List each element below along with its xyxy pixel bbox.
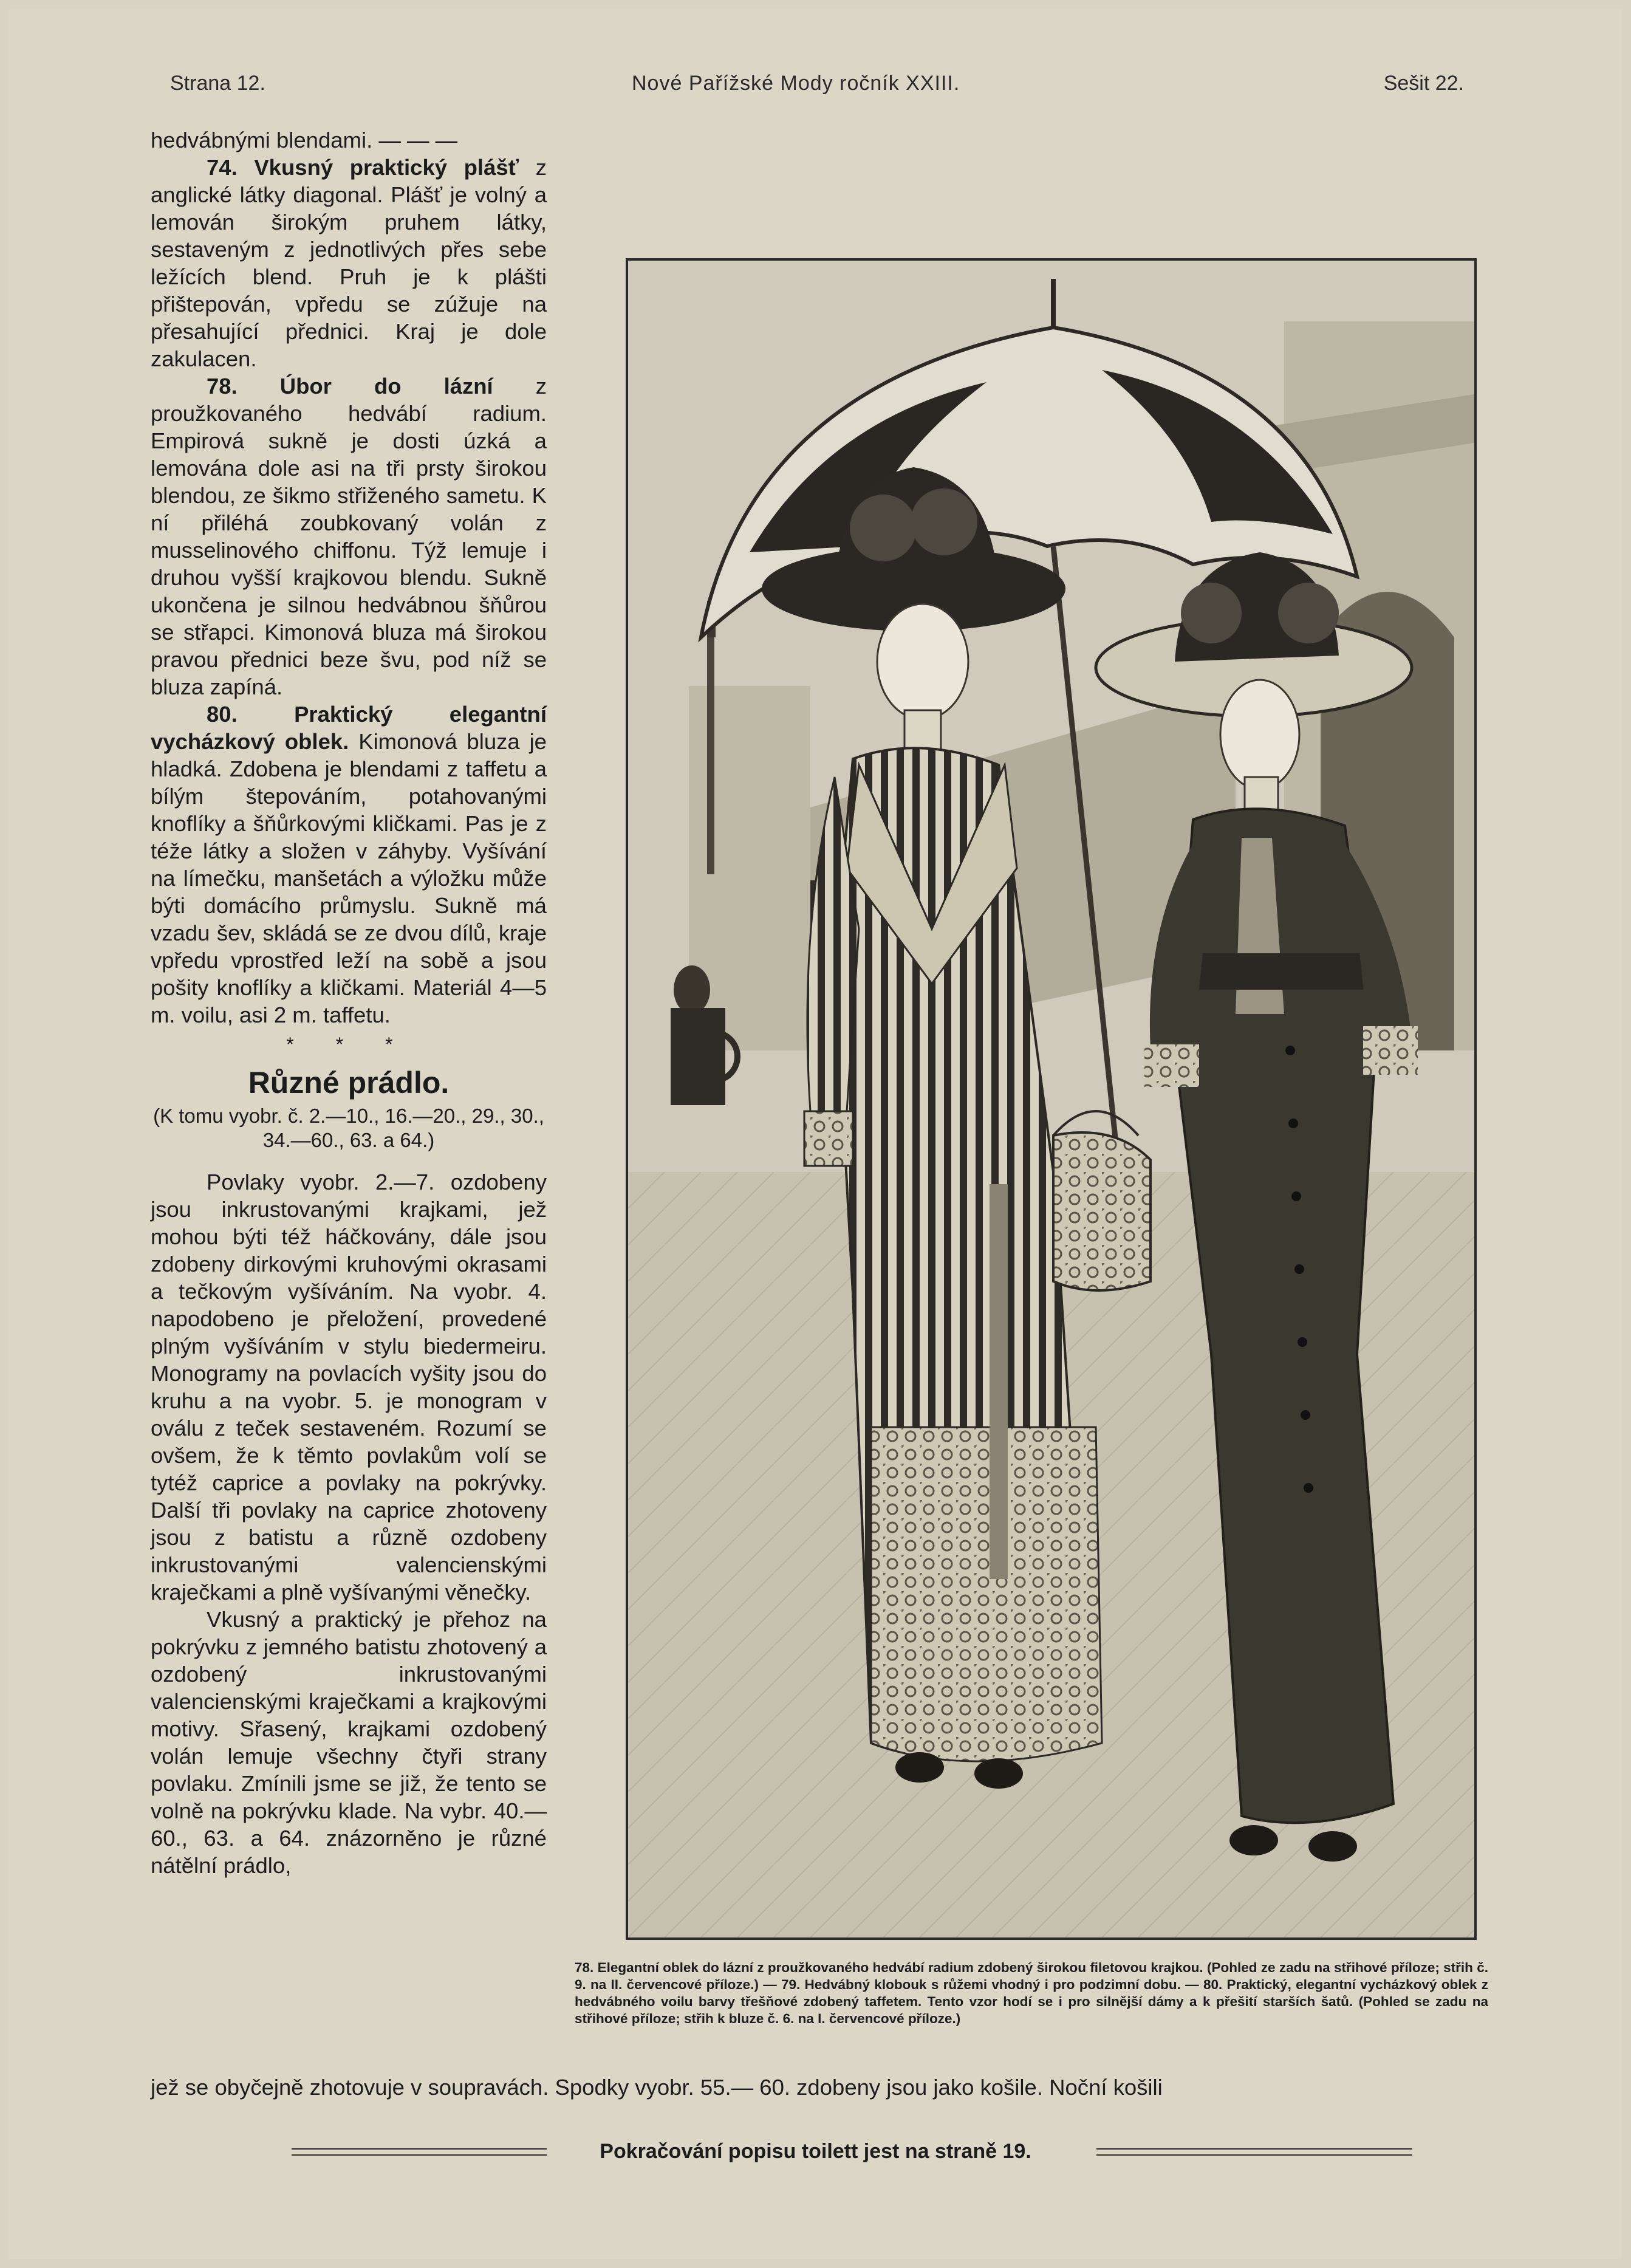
item-title: 74. Vkusný praktický plášť <box>207 155 519 180</box>
fashion-illustration <box>626 258 1477 1940</box>
item-text: z proužkovaného hedvábí radium. Empirová sukně je dosti úzká a lemována dole asi na tři prsty širokou blendou, ze šikmo střiženého sametu. K ní přiléhá zoubkovaný volán z musselinového chiffonu. Týž lemuje i druhou vyšší krajkovou blendu. Sukně ukončena je silnou hedvábnou šňůrou se střapci. Kimonová bluza má širokou pravou přednici beze švu, pod níž se bluza zapíná. <box>151 374 547 699</box>
left-text-column <box>151 126 547 1879</box>
paragraph: Vkusný a praktický je přehoz na pokrývku z jemného batistu zhotovený a ozdobený inkrustovanými valencienskými kraječkami a krajkovými motivy. Sřasený, krajkami ozdobený volán lemuje všechny čtyři strany povlaku. Zmínili jsme se již, že tento se volně na pokrývku klade. Na vybr. 40.—60., 63. a 64. znázorněno je různé nátělní prádlo, <box>151 1607 547 1878</box>
item-title: 80. Praktický elegantní vycházkový oblek. <box>151 702 547 754</box>
section-divider: * * * <box>286 1033 411 1055</box>
illustration-caption: 78. Elegantní oblek do lázní z proužkovaného hedvábí radium zdobený širokou filetovou krajkou. (Pohled ze zadu na střihové příloze; střih č. 9. na II. červencové příloze.) — 79. Hedvábný klobouk s růžemi vhodný i pro podzimní dobu. — 80. Praktický, elegantní vycházkový oblek z hedvábného voilu barvy třešňové zdobený taffetem. Tento vzor hodí se i pro silnější dámy a k přešití starších šatů. (Pohled se zadu na střihové příloze; střih k bluze č. 6. na I. červencové příloze.) <box>575 1960 1488 2026</box>
decorative-rule <box>1096 2148 1412 2156</box>
paragraph <box>151 701 547 1029</box>
page-number: Strana 12. <box>170 72 265 95</box>
page-header <box>170 72 1464 108</box>
issue-number: Sešit 22. <box>1383 72 1464 95</box>
paragraph: Povlaky vyobr. 2.—7. ozdobeny jsou inkrustovanými krajkami, jež mohou býti též háčkovány, dále jsou zdobeny dirkovými kruhovými okrasami a tečkovým vyšíváním. Na vyobr. 4. napodobeno je přeložení, provedené plným vyšíváním v stylu biedermeiru. Monogramy na povlacích vyšity jsou do kruhu a na vyobr. 5. je monogram v oválu z teček sestaveném. Rozumí se ovšem, že k těmto povlakům volí se tytéž caprice a povlaky na pokrývky. Další tři povlaky na caprice zhotoveny jsou z batistu a různě ozdobeny inkrustovanými valencienskými kraječkami a plně vyšívanými věnečky. <box>151 1170 547 1605</box>
paragraph: hedvábnými blendami. — — — <box>151 128 458 152</box>
item-text: Kimonová bluza je hladká. Zdobena je blendami z taffetu a bílým štepováním, potahovanými knoflíky a šňůrkovými kličkami. Pas je z téže látky a složen v záhyby. Vyšívání na límečku, manšetách a výložku může býti domácího průmyslu. Sukně má vzadu šev, skládá se ze dvou dílů, kraje vpředu vprostřed leží na sobě a jsou pošity knoflíky a kličkami. Materiál 4—5 m. voilu, asi 2 m. taffetu. <box>151 729 547 1027</box>
item-text: z anglické látky diagonal. Plášť je volný a lemován širokým pruhem látky, sestaveným z jednotlivých přes sebe ležících blend. Pruh je k plášti přištepován, vpředu se zúžuje na přesahující přednici. Kraj je dole zakulacen. <box>151 155 547 371</box>
section-title: Různé prádlo. <box>248 1066 450 1100</box>
fashion-plate-drawing <box>628 261 1474 1937</box>
section-reference: (K tomu vyobr. č. 2.—10., 16.—20., 29., 30., 34.—60., 63. a 64.) <box>153 1105 544 1151</box>
paragraph-continuation: jež se obyčejně zhotovuje v soupravách. Spodky vyobr. 55.— 60. zdobeny jsou jako košile. Noční košili <box>151 2075 1163 2100</box>
continued-note: Pokračování popisu toilett jest na straně 19. <box>600 2140 1031 2163</box>
magazine-title: Nové Pařížské Mody ročník XXIII. <box>632 72 960 95</box>
paragraph <box>151 372 547 701</box>
item-title: 78. Úbor do lázní <box>207 374 493 399</box>
paragraph <box>151 154 547 372</box>
